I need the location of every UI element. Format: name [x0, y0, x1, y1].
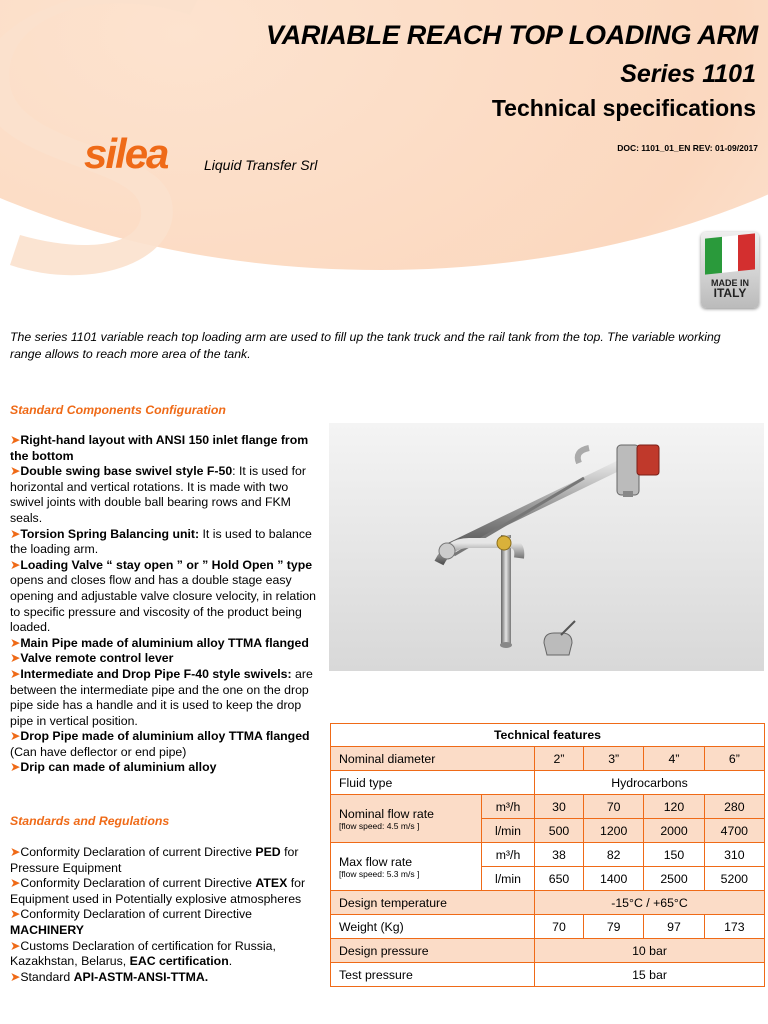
value-cell: 70 — [584, 795, 644, 819]
unit-cell: l/min — [482, 819, 535, 843]
design-pressure-value: 10 bar — [535, 939, 765, 963]
nominal-flow-label: Nominal flow rate [flow speed: 4.5 m/s ] — [331, 795, 482, 843]
fluid-type-label: Fluid type — [331, 771, 535, 795]
max-flow-note: [flow speed: 5.3 m/s ] — [339, 868, 420, 879]
component-item: ➤Loading Valve “ stay open ” or ” Hold Open ” type opens and closes flow and has a double stage easy opening and adjustable valve closure velocity, in relation to specific pressure and viscosity of the product being loaded. — [10, 557, 317, 635]
diameter-cell: 6” — [704, 747, 764, 771]
diameter-cell: 3” — [584, 747, 644, 771]
table-heading: Technical features — [331, 724, 765, 747]
table-row — [331, 747, 765, 771]
component-item: ➤Double swing base swivel style F-50: It is used for horizontal and vertical rotations. It is made with two swivel joints with double ball bearing rows and FKM seals. — [10, 464, 306, 525]
standard-item: ➤Conformity Declaration of current Directive MACHINERY — [10, 907, 252, 937]
arrow-bullet-icon: ➤ — [10, 907, 21, 922]
standard-item: ➤Standard API-ASTM-ANSI-TTMA. — [10, 969, 209, 984]
component-item: ➤Drop Pipe made of aluminium alloy TTMA flanged (Can have deflector or end pipe) — [10, 729, 310, 759]
company-name: Liquid Transfer Srl — [204, 157, 318, 173]
value-cell: 2500 — [644, 867, 704, 891]
unit-cell: l/min — [482, 867, 535, 891]
silea-logo: silea — [84, 130, 168, 177]
value-cell: 150 — [644, 843, 704, 867]
series-title: Series 1101 — [620, 60, 756, 88]
component-item: ➤Torsion Spring Balancing unit: It is used to balance the loading arm. — [10, 526, 312, 557]
badge-line1: MADE IN — [711, 278, 749, 288]
standard-item: ➤Conformity Declaration of current Directive ATEX for Equipment used in Potentially explosive atmospheres — [10, 876, 306, 906]
fluid-type-value: Hydrocarbons — [535, 771, 765, 795]
nominal-diameter-label: Nominal diameter — [331, 747, 535, 771]
max-flow-label: Max flow rate [flow speed: 5.3 m/s ] — [331, 843, 482, 891]
value-cell: 1200 — [584, 819, 644, 843]
value-cell: 38 — [535, 843, 584, 867]
arrow-bullet-icon: ➤ — [10, 845, 21, 859]
weight-label: Weight (Kg) — [331, 915, 535, 939]
italy-flag-icon — [705, 233, 755, 274]
table-row — [331, 891, 765, 915]
arrow-bullet-icon: ➤ — [10, 938, 21, 953]
value-cell: 5200 — [704, 867, 764, 891]
value-cell: 97 — [644, 915, 704, 939]
table-row — [331, 963, 765, 987]
table-row — [331, 843, 765, 867]
unit-cell: m³/h — [482, 843, 535, 867]
value-cell: 2000 — [644, 819, 704, 843]
value-cell: 650 — [535, 867, 584, 891]
component-item: ➤Valve remote control lever — [10, 651, 174, 666]
arrow-bullet-icon: ➤ — [10, 729, 21, 744]
table-row — [331, 915, 765, 939]
arrow-bullet-icon: ➤ — [10, 464, 21, 479]
arrow-bullet-icon: ➤ — [10, 969, 21, 984]
components-list — [10, 433, 324, 776]
table-row — [331, 795, 765, 819]
standards-heading: Standards and Regulations — [10, 814, 170, 828]
arrow-bullet-icon: ➤ — [10, 876, 21, 891]
standard-item: ➤Conformity Declaration of current Directive PED for Pressure Equipment — [10, 845, 299, 875]
table-row — [331, 939, 765, 963]
value-cell: 173 — [704, 915, 764, 939]
value-cell: 1400 — [584, 867, 644, 891]
value-cell: 70 — [535, 915, 584, 939]
arrow-bullet-icon: ➤ — [10, 651, 21, 666]
standard-item: ➤Customs Declaration of certification for Russia, Kazakhstan, Belarus, EAC certification. — [10, 938, 276, 969]
technical-features-table — [330, 723, 765, 987]
test-pressure-label: Test pressure — [331, 963, 535, 987]
components-heading: Standard Components Configuration — [10, 403, 226, 417]
doc-reference: DOC: 1101_01_EN REV: 01-09/2017 — [617, 143, 758, 153]
value-cell: 82 — [584, 843, 644, 867]
value-cell: 4700 — [704, 819, 764, 843]
value-cell: 79 — [584, 915, 644, 939]
intro-paragraph: The series 1101 variable reach top loading arm are used to fill up the tank truck and the rail tank from the top. The variable working range allows to reach more area of the tank. — [10, 330, 721, 361]
arrow-bullet-icon: ➤ — [10, 433, 21, 447]
value-cell: 310 — [704, 843, 764, 867]
arrow-bullet-icon: ➤ — [10, 557, 21, 572]
loading-arm-illustration-icon — [329, 423, 764, 671]
arrow-bullet-icon: ➤ — [10, 666, 21, 681]
design-temp-label: Design temperature — [331, 891, 535, 915]
arrow-bullet-icon: ➤ — [10, 526, 21, 541]
component-item: ➤Drip can made of aluminium alloy — [10, 760, 217, 775]
component-item: ➤Intermediate and Drop Pipe F-40 style swivels: are between the intermediate pipe and the one on the drop pipe side has a handle and it is used to keep the drop pipe in vertical position. — [10, 666, 313, 728]
made-in-italy-badge — [701, 232, 759, 308]
design-pressure-label: Design pressure — [331, 939, 535, 963]
badge-line2: ITALY — [713, 286, 747, 300]
unit-cell: m³/h — [482, 795, 535, 819]
value-cell: 30 — [535, 795, 584, 819]
table-row — [331, 771, 765, 795]
value-cell: 500 — [535, 819, 584, 843]
nominal-flow-note: [flow speed: 4.5 m/s ] — [339, 820, 420, 831]
diameter-cell: 4” — [644, 747, 704, 771]
subtitle: Technical specifications — [491, 95, 756, 121]
product-image — [329, 423, 764, 671]
value-cell: 120 — [644, 795, 704, 819]
test-pressure-value: 15 bar — [535, 963, 765, 987]
diameter-cell: 2” — [535, 747, 584, 771]
page-title: VARIABLE REACH TOP LOADING ARM — [265, 20, 758, 50]
value-cell: 280 — [704, 795, 764, 819]
component-item: ➤Right-hand layout with ANSI 150 inlet flange from the bottom — [10, 433, 309, 463]
arrow-bullet-icon: ➤ — [10, 635, 21, 650]
component-item: ➤Main Pipe made of aluminium alloy TTMA flanged — [10, 635, 309, 650]
arrow-bullet-icon: ➤ — [10, 760, 21, 775]
standards-list — [10, 845, 324, 985]
design-temp-value: -15°C / +65°C — [535, 891, 765, 915]
